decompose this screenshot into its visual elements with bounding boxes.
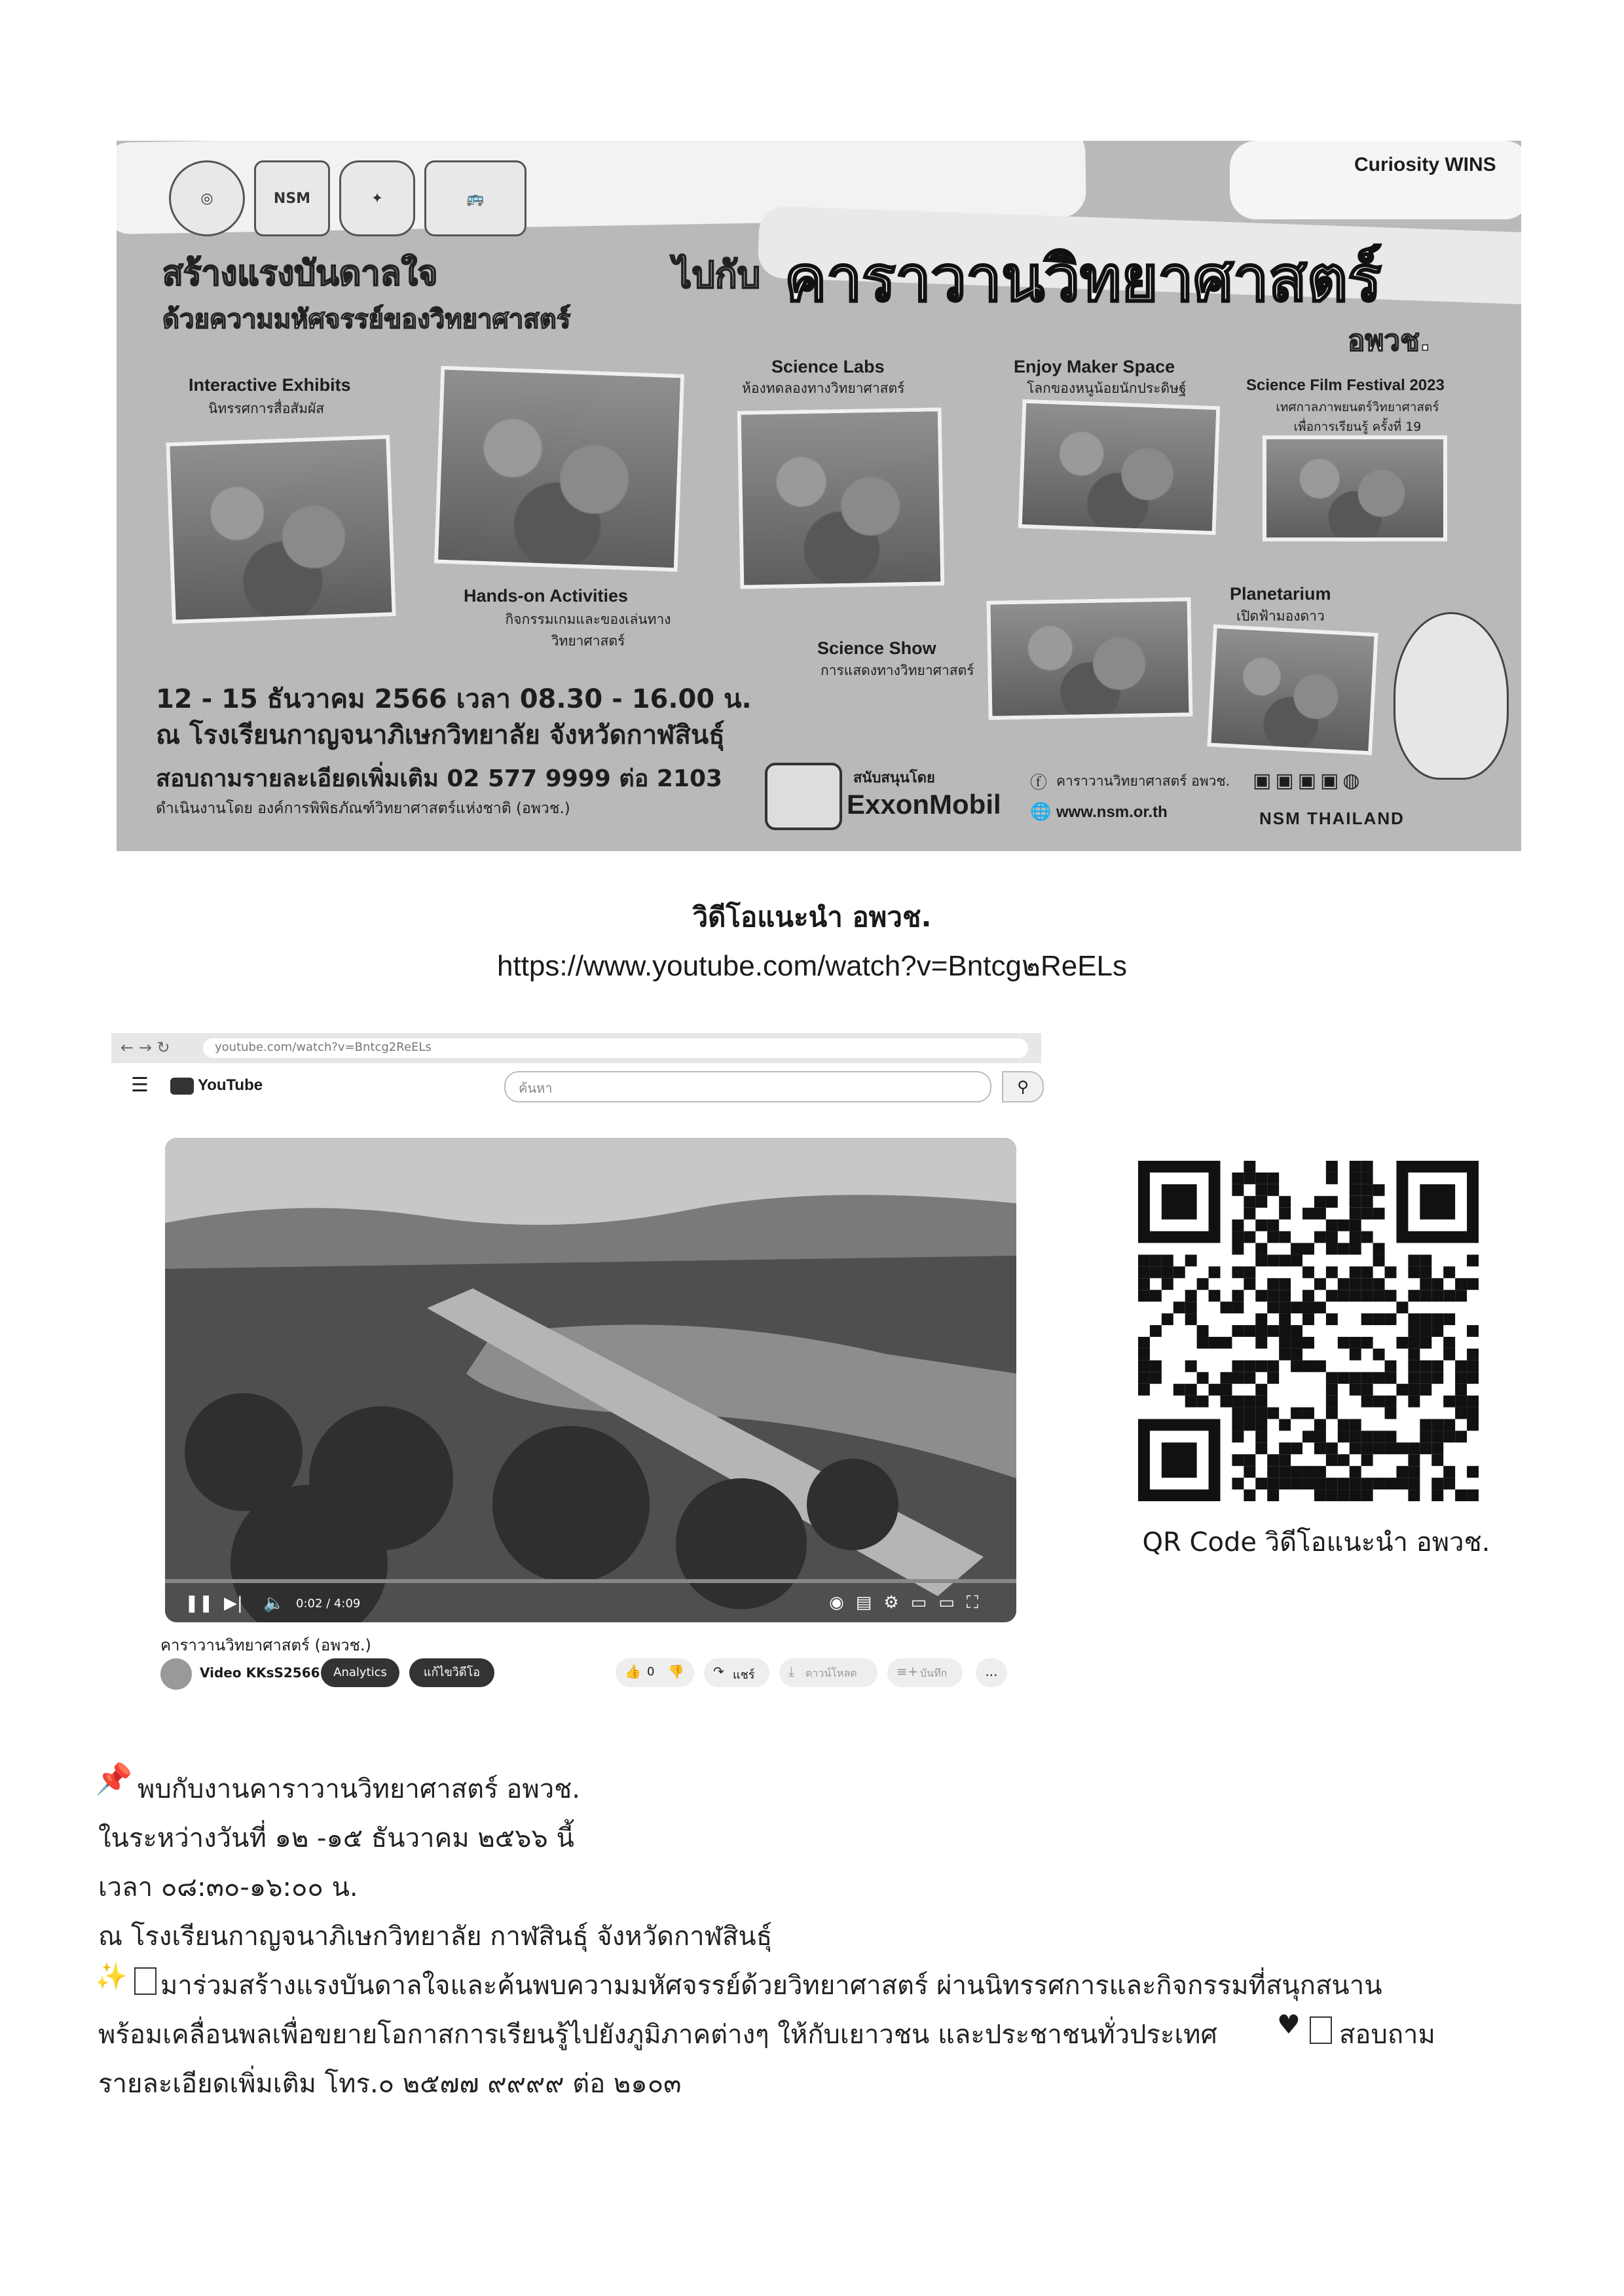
activity-title: Science Labs (771, 357, 885, 376)
time-display: 0:02 / 4:09 (296, 1597, 361, 1611)
caravan-title: คาราวานวิทยาศาสตร์ (784, 242, 1382, 316)
facebook-icon: ⓕ (1030, 773, 1048, 793)
announcement-line: รายละเอียดเพิ่มเติม โทร.๐ ๒๕๗๗ ๙๙๙๙ ต่อ ๒๑๐๓ (98, 2069, 682, 2099)
activity-subtitle: โลกของหนูน้อยนักประดิษฐ์ (1027, 380, 1187, 396)
sponsor-label: สนับสนุนโดย (853, 770, 935, 786)
event-date: 12 - 15 ธันวาคม 2566 เวลา 08.30 - 16.00 น. (156, 684, 752, 714)
website-url: www.nsm.or.th (1056, 803, 1168, 821)
activity-photo (434, 366, 684, 572)
save-label: บันทึก (920, 1667, 948, 1679)
thumbs-up-icon[interactable]: 👍 (625, 1664, 641, 1679)
activity-photo (986, 597, 1192, 720)
save-icon: ≡+ (896, 1664, 919, 1679)
nsm-logo: NSM (254, 160, 330, 236)
video-frame-landscape (165, 1138, 1016, 1622)
progress-bar[interactable] (165, 1579, 1016, 1583)
qr-caption: QR Code วิดีโอแนะนำ อพวช. (1142, 1527, 1490, 1558)
youtube-play-logo-icon (170, 1078, 194, 1095)
activity-subtitle: เปิดฟ้ามองดาว (1236, 608, 1325, 624)
announcement-line: พร้อมเคลื่อนพลเพื่อขยายโอกาสการเรียนรู้ไปยังภูมิภาคต่างๆ ให้กับเยาวชน และประชาชนทั่วประเทศ (98, 2020, 1217, 2050)
activity-title: Science Show (817, 638, 936, 658)
event-organizer: ดำเนินงานโดย องค์การพิพิธภัณฑ์วิทยาศาสตร์แห่งชาติ (อพวช.) (156, 800, 570, 817)
search-icon[interactable]: ⚲ (1002, 1071, 1044, 1102)
browser-address-bar (111, 1033, 1041, 1063)
announcement-line: มาร่วมสร้างแรงบันดาลใจและค้นพบความมหัศจรรย์ด้วยวิทยาศาสตร์ ผ่านนิทรรศการและกิจกรรมที่สนุกสนาน (160, 1971, 1382, 2001)
search-input[interactable]: ค้นหา (519, 1080, 553, 1096)
save-button[interactable] (887, 1658, 963, 1687)
activity-title: Interactive Exhibits (189, 375, 351, 395)
announcement-line: ณ โรงเรียนกาญจนาภิเษกวิทยาลัย กาฬสินธุ์ จังหวัดกาฬสินธุ์ (98, 1922, 773, 1952)
download-icon: ⤓ (788, 1664, 794, 1679)
video-url-link[interactable]: https://www.youtube.com/watch?v=Bntcg๒ReELs (496, 950, 1128, 982)
activity-photo (1207, 625, 1378, 756)
title-prefix: ไปกับ (673, 254, 761, 297)
headline-wonder: ด้วยความมหัศจรรย์ของวิทยาศาสตร์ (162, 304, 571, 335)
thumbs-down-icon[interactable]: 👎 (668, 1664, 684, 1679)
activity-photo (166, 435, 396, 624)
player-controls-icons[interactable]: ◉▤⚙▭▭⛶ (829, 1593, 990, 1613)
like-dislike-group[interactable] (616, 1658, 694, 1687)
download-label: ดาวน์โหลด (805, 1667, 857, 1679)
activity-title: Hands-on Activities (464, 586, 629, 606)
activity-title: Science Film Festival 2023 (1246, 376, 1445, 394)
activity-title: Enjoy Maker Space (1014, 357, 1175, 376)
announcement-line: สอบถาม (1339, 2020, 1435, 2050)
headline-inspire: สร้างแรงบันดาลใจ (162, 254, 438, 293)
activity-subtitle: กิจกรรมเกมและของเล่นทางวิทยาศาสตร์ (505, 611, 671, 649)
video-caption-title: วิดีโอแนะนำ อพวช. (692, 901, 932, 933)
activity-subtitle: เทศกาลภาพยนตร์วิทยาศาสตร์เพื่อการเรียนรู้ ครั้งที่ 19 (1276, 400, 1439, 434)
curiosity-wins-tagline: Curiosity WINS (1354, 154, 1496, 175)
bus-icon (765, 763, 842, 830)
youtube-logo[interactable]: YouTube (198, 1076, 263, 1094)
search-box[interactable] (504, 1071, 991, 1102)
social-icons: ▣▣▣▣◍ (1253, 769, 1364, 792)
missing-glyph-box (1310, 2016, 1332, 2044)
activity-subtitle: ห้องทดลองทางวิทยาศาสตร์ (742, 380, 905, 396)
video-title: คาราวานวิทยาศาสตร์ (อพวช.) (160, 1636, 371, 1654)
download-button[interactable] (779, 1658, 877, 1687)
share-button[interactable] (704, 1658, 769, 1687)
activity-photo (1263, 435, 1447, 541)
more-options-button[interactable]: ... (976, 1658, 1007, 1687)
volume-icon[interactable]: 🔈 (263, 1594, 285, 1613)
sparkles-icon: ✨ (95, 1961, 128, 1992)
mascot-illustration (1393, 612, 1509, 780)
share-label: แชร์ (733, 1668, 755, 1682)
missing-glyph-box (134, 1967, 157, 1995)
announcement-line: ในระหว่างวันที่ ๑๒ -๑๕ ธันวาคม ๒๕๖๖ นี้ (98, 1823, 574, 1853)
event-venue: ณ โรงเรียนกาญจนาภิเษกวิทยาลัย จังหวัดกาฬสินธุ์ (156, 720, 725, 750)
activity-subtitle: การแสดงทางวิทยาศาสตร์ (821, 663, 974, 678)
channel-avatar[interactable] (160, 1658, 192, 1690)
event-contact: สอบถามรายละเอียดเพิ่มเติม 02 577 9999 ต่อ 2103 (156, 765, 723, 792)
video-player[interactable] (165, 1138, 1016, 1622)
channel-name[interactable]: Video KKsS2566 (200, 1665, 320, 1681)
activity-photo (1018, 399, 1221, 535)
school-emblem-logo: ✦ (339, 160, 415, 236)
announcement-line: เวลา ๐๘:๓๐-๑๖:๐๐ น. (98, 1872, 358, 1903)
analytics-button[interactable]: Analytics (321, 1658, 399, 1687)
heart-icon: ♥ (1277, 2010, 1301, 2040)
caravan-logo: 🚌 (424, 160, 526, 236)
like-count: 0 (647, 1665, 655, 1679)
sponsor-name: ExxonMobil (847, 789, 1001, 820)
hamburger-menu-icon[interactable]: ☰ (131, 1074, 149, 1097)
activity-title: Planetarium (1230, 584, 1331, 604)
share-icon: ↷ (713, 1664, 724, 1679)
edit-video-button[interactable]: แก้ไขวิดีโอ (409, 1658, 494, 1687)
nsm-abbrev: อพวช. (1348, 324, 1431, 357)
facebook-page-name: คาราวานวิทยาศาสตร์ อพวช. (1056, 773, 1230, 789)
nsm-thailand-label: NSM THAILAND (1259, 809, 1405, 828)
qr-code[interactable] (1138, 1161, 1479, 1501)
next-icon[interactable]: ▶| (224, 1594, 243, 1613)
youtube-screenshot (111, 1033, 1041, 1714)
activity-subtitle: นิทรรศการสื่อสัมผัส (208, 401, 325, 416)
government-seal-logo: ◎ (169, 160, 245, 236)
play-pause-icon[interactable]: ❚❚ (185, 1594, 213, 1613)
pin-icon: 📌 (95, 1761, 133, 1796)
activity-photo (737, 407, 945, 589)
announcement-line: พบกับงานคาราวานวิทยาศาสตร์ อพวช. (138, 1774, 581, 1804)
globe-icon: 🌐 (1030, 802, 1052, 822)
address-url[interactable]: youtube.com/watch?v=Bntcg2ReELs (215, 1040, 432, 1054)
event-poster (117, 141, 1521, 851)
back-forward-icons[interactable]: ← → ↻ (120, 1038, 170, 1057)
